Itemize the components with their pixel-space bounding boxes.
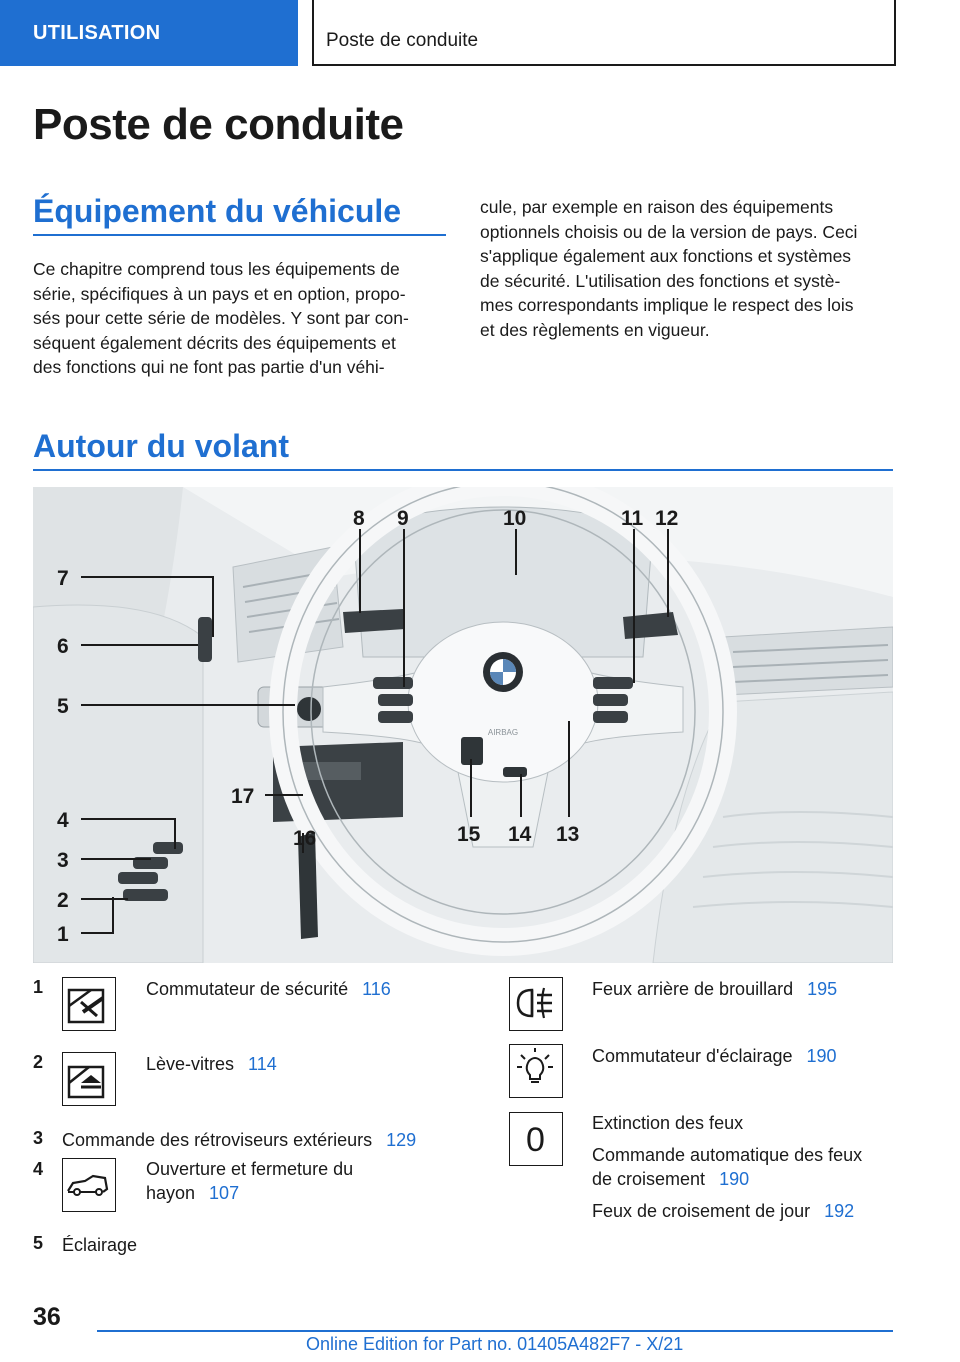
section-rule (33, 469, 893, 471)
cockpit-drawing (33, 487, 893, 963)
legend-item-light-switch (592, 1044, 837, 1068)
page-ref-link[interactable]: 114 (248, 1054, 277, 1074)
text-line: s'applique également aux fonctions et systèmes (480, 246, 852, 266)
text-line: séquent également décrits des équipements et (33, 332, 396, 353)
callout-15: 15 (457, 823, 481, 846)
callout-7: 7 (57, 567, 69, 590)
airbag-badge: AIRBAG (487, 728, 519, 737)
page-ref-link[interactable]: 192 (824, 1201, 855, 1221)
page-title: Poste de conduite (33, 100, 404, 149)
legend-label: Éclairage (62, 1235, 138, 1255)
legend-num-4: 4 (33, 1159, 44, 1179)
intro-paragraph-col2 (480, 195, 900, 342)
header-section-tab[interactable]: UTILISATION (0, 0, 298, 66)
text-line: Ce chapitre comprend tous les équipements de (33, 259, 400, 279)
cockpit-illustration (33, 487, 893, 963)
legend-label: Feux de croisement de jour (592, 1201, 811, 1221)
text-line: cule, par exemple en raison des équipements (480, 197, 834, 217)
text-line: mes correspondants implique le respect des lois (480, 295, 854, 315)
text-line: série, spécifiques à un pays et en option, propo- (33, 283, 406, 304)
footer-edition: Online Edition for Part no. 01405A482F7 - X/21 (306, 1334, 684, 1354)
legend-label: hayon (146, 1183, 196, 1203)
tailgate-icon (62, 1158, 116, 1212)
legend-num-3: 3 (33, 1128, 44, 1148)
legend-label: Commande automatique des feux (592, 1145, 863, 1165)
text-line: de sécurité. L'utilisation des fonctions et systè- (480, 270, 841, 291)
page-ref-link[interactable]: 190 (806, 1046, 837, 1066)
legend-item-lights-off (592, 1111, 862, 1223)
page-ref-link[interactable]: 116 (362, 979, 391, 999)
page-ref-link[interactable]: 190 (719, 1169, 750, 1189)
legend-item-5 (62, 1233, 137, 1257)
legend-label: Commande des rétroviseurs extérieurs (62, 1130, 373, 1150)
legend-label: Lève-vitres (146, 1054, 235, 1074)
callout-11: 11 (621, 507, 644, 530)
callout-9: 9 (397, 507, 409, 530)
intro-paragraph-col1 (33, 257, 453, 380)
callout-5: 5 (57, 695, 69, 718)
callout-13: 13 (556, 823, 580, 846)
callout-14: 14 (508, 823, 532, 846)
callout-3: 3 (57, 849, 69, 872)
legend-num-5: 5 (33, 1233, 44, 1253)
legend-item-3 (62, 1128, 416, 1152)
legend-label: Commutateur d'éclairage (592, 1046, 793, 1066)
lights-off-icon (509, 1112, 563, 1166)
window-lock-icon (62, 977, 116, 1031)
text-line: et des règlements en vigueur. (480, 319, 710, 340)
text-line: optionnels choisis ou de la version de pays. Ceci (480, 221, 858, 242)
legend-label: Commutateur de sécurité (146, 979, 349, 999)
power-window-icon (62, 1052, 116, 1106)
legend-num-1: 1 (33, 977, 44, 997)
callout-8: 8 (353, 507, 365, 530)
legend-label: Feux arrière de brouillard (592, 979, 794, 999)
page-ref-link[interactable]: 195 (807, 979, 838, 999)
lights-off-glyph: 0 (526, 1121, 545, 1159)
callout-17: 17 (231, 785, 255, 808)
legend-label: Ouverture et fermeture du (146, 1159, 354, 1179)
legend-label: Extinction des feux (592, 1113, 744, 1133)
page-number: 36 (33, 1303, 61, 1331)
footer-rule (97, 1330, 893, 1332)
legend-label: de croisement (592, 1169, 706, 1189)
section-heading-wheel: Autour du volant (33, 428, 289, 464)
light-switch-icon (509, 1044, 563, 1098)
section-rule (33, 234, 446, 236)
rear-fog-light-icon (509, 977, 563, 1031)
callout-10: 10 (503, 507, 527, 530)
text-line: sés pour cette série de modèles. Y sont par con- (33, 308, 409, 328)
callout-4: 4 (57, 809, 69, 832)
callout-12: 12 (655, 507, 679, 530)
callout-1: 1 (57, 923, 69, 946)
callout-6: 6 (57, 635, 69, 658)
page-ref-link[interactable]: 129 (386, 1130, 417, 1150)
header-page-title: Poste de conduite (312, 0, 896, 66)
text-line: des fonctions qui ne font pas partie d'un véhi- (33, 357, 385, 377)
legend-item-4 (146, 1157, 353, 1205)
legend-num-2: 2 (33, 1052, 44, 1072)
legend-item-1 (146, 977, 391, 1001)
page-ref-link[interactable]: 107 (209, 1183, 240, 1203)
legend-item-rear-fog (592, 977, 837, 1001)
legend-item-2 (146, 1052, 277, 1076)
section-heading-vehicle: Équipement du véhicule (33, 193, 402, 229)
callout-2: 2 (57, 889, 69, 912)
callout-16: 16 (293, 827, 317, 850)
